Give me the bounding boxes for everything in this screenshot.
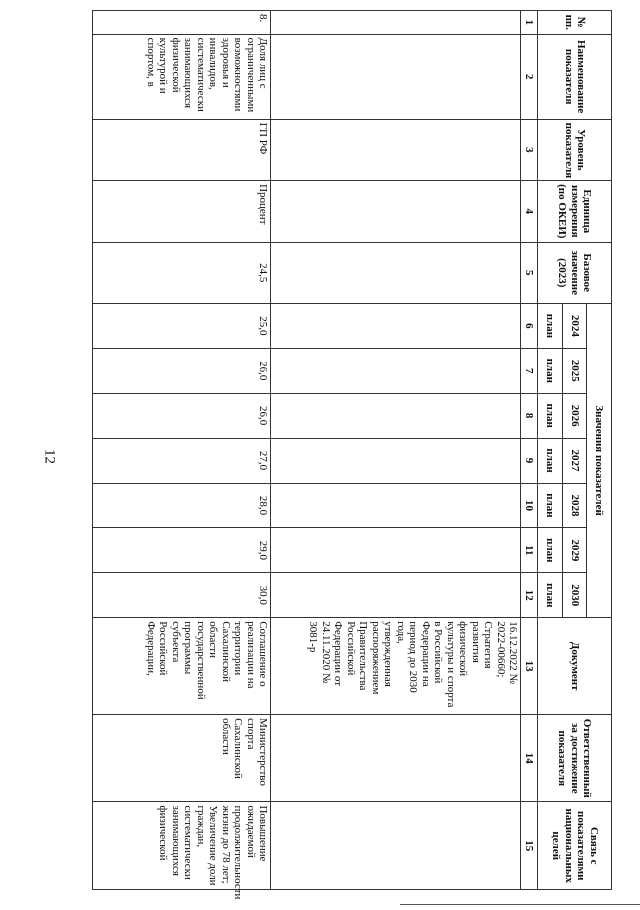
col-num: 14 xyxy=(521,715,538,802)
value-2030: 30,0 xyxy=(93,573,271,618)
base-value: 24,5 xyxy=(93,242,271,303)
page-number: 12 xyxy=(41,449,58,464)
col-num: 1 xyxy=(521,11,538,35)
col-num: 7 xyxy=(521,348,538,393)
plan-label: план xyxy=(538,528,563,573)
plan-label: план xyxy=(538,303,563,348)
year-2027: 2027 xyxy=(562,438,587,483)
header-name: Наименование показателя xyxy=(538,34,612,119)
col-num: 3 xyxy=(521,119,538,180)
value-2026: 26,0 xyxy=(93,393,271,438)
value-2028: 28,0 xyxy=(93,483,271,528)
table-row xyxy=(93,11,271,890)
col-num: 9 xyxy=(521,438,538,483)
indicator-name: Доля лиц с ограниченными возможностями здоровья и инвалидов, систематически занимающихся физической культурой и спортом, в xyxy=(93,34,271,119)
indicator-unit: Процент xyxy=(93,181,271,242)
responsible-cell: Министерство спорта Сахалинской области xyxy=(93,715,271,802)
plan-label: план xyxy=(538,348,563,393)
rotated-table-container xyxy=(92,10,612,900)
header-unit: Единица измерения (по ОКЕИ) xyxy=(538,181,612,242)
header-num: № пп. xyxy=(538,11,612,35)
value-2027: 27,0 xyxy=(93,438,271,483)
plan-label: план xyxy=(538,438,563,483)
value-2029: 29,0 xyxy=(93,528,271,573)
year-2026: 2026 xyxy=(562,393,587,438)
table-row-continued xyxy=(271,11,521,890)
indicators-table xyxy=(92,10,612,900)
year-2024: 2024 xyxy=(562,303,587,348)
col-num: 10 xyxy=(521,483,538,528)
header-base: Базовое значение (2023) xyxy=(538,242,612,303)
value-2025: 26,0 xyxy=(93,348,271,393)
document-cell: 16.12.2022 № 2022-00660; Стратегия развития физической культуры и спорта в Российской Федерации на период до 2030 года, утвержденная распоряжением Правительства Российской Федерации от 24.11.2020 № 3081-р xyxy=(271,618,521,715)
col-num: 2 xyxy=(521,34,538,119)
header-level: Уровень показателя xyxy=(538,119,612,180)
header-document: Документ xyxy=(538,618,612,715)
plan-label: план xyxy=(538,483,563,528)
col-num: 11 xyxy=(521,528,538,573)
col-num: 15 xyxy=(521,802,538,890)
header-row-1 xyxy=(587,11,612,890)
col-num: 13 xyxy=(521,618,538,715)
year-2028: 2028 xyxy=(562,483,587,528)
column-number-row xyxy=(521,11,538,890)
header-link: Связь с показателями национальных целей xyxy=(538,802,612,890)
plan-label: план xyxy=(538,573,563,618)
year-2025: 2025 xyxy=(562,348,587,393)
header-values: Значения показателей xyxy=(587,303,612,617)
col-num: 5 xyxy=(521,242,538,303)
col-num: 4 xyxy=(521,181,538,242)
col-num: 8 xyxy=(521,393,538,438)
indicator-level: ГП РФ xyxy=(93,119,271,180)
col-num: 12 xyxy=(521,573,538,618)
national-goals-cell: Повышение ожидаемой продолжительности жизни до 78 лет; Увеличение доли граждан, систематически занимающихся физической xyxy=(93,802,271,890)
row-num: 8. xyxy=(93,11,271,35)
col-num: 6 xyxy=(521,303,538,348)
document-cell: Соглашение о реализации на территории Сахалинской области государственной программы субъекта Российской Федерации, xyxy=(93,618,271,715)
plan-label: план xyxy=(538,393,563,438)
value-2024: 25,0 xyxy=(93,303,271,348)
year-2030: 2030 xyxy=(562,573,587,618)
header-responsible: Ответственный за достижение показателя xyxy=(538,715,612,802)
year-2029: 2029 xyxy=(562,528,587,573)
page-edge-line xyxy=(400,904,640,905)
